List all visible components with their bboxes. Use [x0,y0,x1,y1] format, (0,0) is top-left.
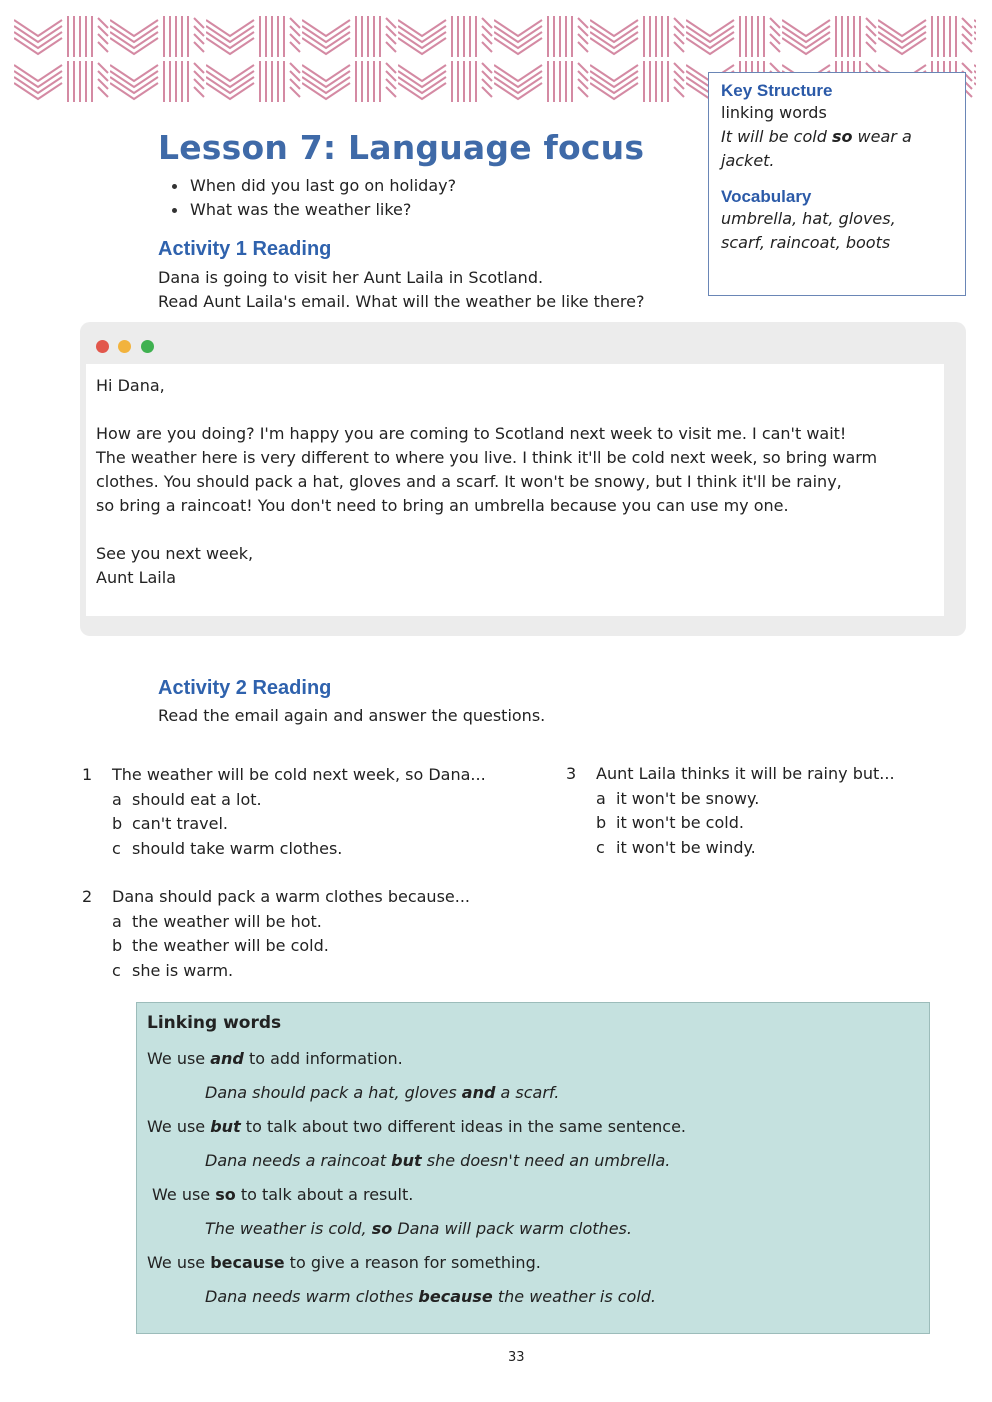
page-number: 33 [508,1350,525,1365]
key-structure-heading: Key Structure [721,81,833,100]
email-signoff: See you next week, [96,544,254,563]
linking-example: Dana needs warm clothes because the weather is cold. [205,1287,657,1306]
answer-option[interactable]: b can't travel. [112,814,228,833]
activity1-heading: Activity 1 Reading [158,238,332,260]
linking-rule: We use but to talk about two different ideas in the same sentence. [147,1117,686,1136]
email-line: clothes. You should pack a hat, gloves and a scarf. It won't be snowy, but I think it'll be rainy, [96,472,842,491]
vocabulary-line1: umbrella, hat, gloves, [721,209,896,228]
answer-option[interactable]: c should take warm clothes. [112,838,343,858]
email-line: The weather here is very different to where you live. I think it'll be cold next week, so bring warm [96,448,878,467]
key-structure-example-line2: jacket. [721,151,775,170]
key-structure-text: linking words [721,103,827,122]
question-number: 1 [82,765,93,784]
activity1-line1: Dana is going to visit her Aunt Laila in Scotland. [158,268,544,287]
activity2-instruction: Read the email again and answer the questions. [158,706,546,725]
linking-rule: We use so to talk about a result. [152,1185,414,1204]
answer-option[interactable]: a the weather will be hot. [112,911,322,931]
email-line: so bring a raincoat! You don't need to bring an umbrella because you can use my one. [96,496,789,515]
warmup-questions [160,174,456,222]
vocabulary-heading: Vocabulary [721,187,812,206]
answer-option[interactable]: c she is warm. [112,960,234,980]
linking-words-box [136,1002,930,1334]
activity2-heading: Activity 2 Reading [158,677,332,699]
answer-option[interactable]: c it won't be windy. [596,837,756,857]
warmup-question: What was the weather like? [160,198,456,222]
question-number: 2 [82,887,93,906]
linking-example: Dana should pack a hat, gloves and a scarf. [205,1083,560,1102]
key-structure-box [708,72,966,296]
question-3 [566,762,895,860]
minimize-dot-icon [118,340,131,353]
page-title: Lesson 7: Language focus [158,128,645,167]
close-dot-icon [96,340,109,353]
question-2 [82,885,470,983]
answer-option[interactable]: a should eat a lot. [112,789,262,809]
answer-option[interactable]: b it won't be cold. [596,813,744,832]
linking-example: Dana needs a raincoat but she doesn't need an umbrella. [205,1151,671,1170]
email-body [86,364,944,616]
question-number: 3 [566,764,577,783]
linking-example: The weather is cold, so Dana will pack warm clothes. [205,1219,632,1238]
email-closing [96,542,944,590]
email-paragraph [96,422,944,518]
question-1 [82,763,486,861]
email-line: How are you doing? I'm happy you are coming to Scotland next week to visit me. I can't wait! [96,424,847,443]
question-stem: Dana should pack a warm clothes because... [112,887,470,906]
activity1-line2: Read Aunt Laila's email. What will the weather be like there? [158,292,645,311]
email-signature: Aunt Laila [96,568,176,587]
email-greeting: Hi Dana, [96,376,165,395]
key-structure-example: It will be cold so wear a [721,127,912,146]
linking-rule: We use because to give a reason for something. [147,1253,541,1272]
warmup-question: When did you last go on holiday? [160,174,456,198]
answer-option[interactable]: a it won't be snowy. [596,788,760,808]
linking-rule: We use and to add information. [147,1049,403,1068]
linking-words-heading: Linking words [147,1013,282,1033]
question-stem: Aunt Laila thinks it will be rainy but... [596,764,895,783]
answer-option[interactable]: b the weather will be cold. [112,936,329,955]
maximize-dot-icon [141,340,154,353]
question-stem: The weather will be cold next week, so Dana... [112,765,486,784]
vocabulary-line2: scarf, raincoat, boots [721,233,891,252]
